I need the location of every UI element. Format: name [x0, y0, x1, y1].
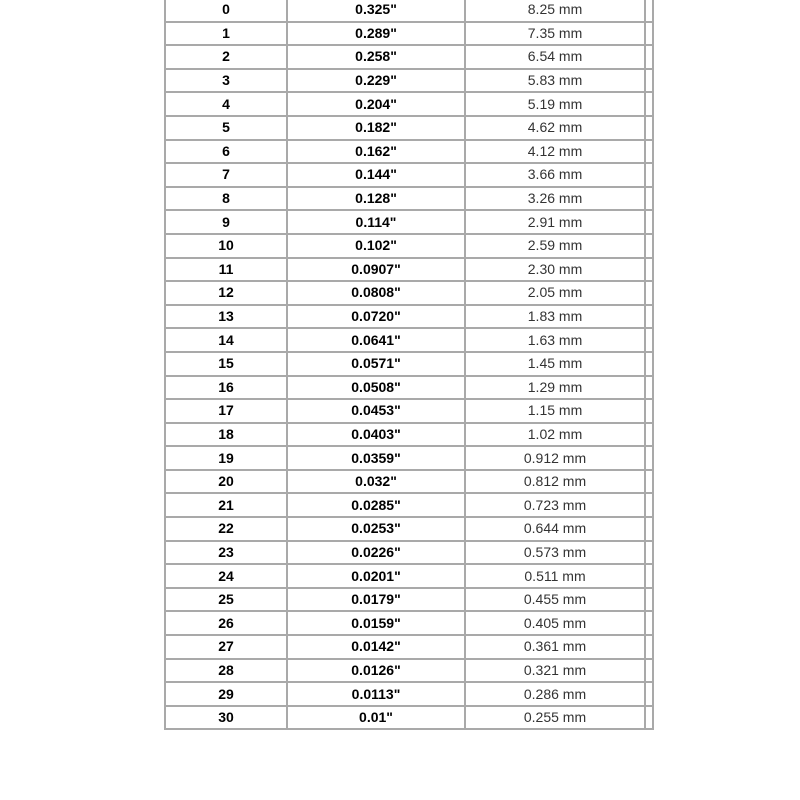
empty-cell	[645, 69, 653, 93]
table-row	[165, 564, 653, 588]
table-row	[165, 45, 653, 69]
empty-cell	[645, 376, 653, 400]
gauge-cell: 7	[165, 163, 287, 187]
gauge-cell: 19	[165, 446, 287, 470]
empty-cell	[645, 187, 653, 211]
millimeters-cell: 0.361 mm	[465, 635, 645, 659]
inches-cell: 0.0285"	[287, 493, 465, 517]
millimeters-cell: 0.573 mm	[465, 541, 645, 565]
inches-cell: 0.0907"	[287, 258, 465, 282]
gauge-cell: 25	[165, 588, 287, 612]
inches-cell: 0.289"	[287, 22, 465, 46]
gauge-cell: 28	[165, 659, 287, 683]
gauge-cell: 3	[165, 69, 287, 93]
inches-cell: 0.144"	[287, 163, 465, 187]
inches-cell: 0.0159"	[287, 611, 465, 635]
table-row	[165, 92, 653, 116]
table-row	[165, 376, 653, 400]
empty-cell	[645, 163, 653, 187]
empty-cell	[645, 682, 653, 706]
inches-cell: 0.128"	[287, 187, 465, 211]
gauge-cell: 27	[165, 635, 287, 659]
millimeters-cell: 0.511 mm	[465, 564, 645, 588]
millimeters-cell: 3.26 mm	[465, 187, 645, 211]
inches-cell: 0.032"	[287, 470, 465, 494]
table-row	[165, 22, 653, 46]
gauge-cell: 21	[165, 493, 287, 517]
gauge-cell: 17	[165, 399, 287, 423]
empty-cell	[645, 588, 653, 612]
table-row	[165, 659, 653, 683]
millimeters-cell: 0.912 mm	[465, 446, 645, 470]
empty-cell	[645, 328, 653, 352]
table-row	[165, 69, 653, 93]
millimeters-cell: 1.63 mm	[465, 328, 645, 352]
millimeters-cell: 1.02 mm	[465, 423, 645, 447]
gauge-cell: 14	[165, 328, 287, 352]
gauge-cell: 1	[165, 22, 287, 46]
inches-cell: 0.0113"	[287, 682, 465, 706]
empty-cell	[645, 446, 653, 470]
inches-cell: 0.0808"	[287, 281, 465, 305]
empty-cell	[645, 611, 653, 635]
table-row	[165, 682, 653, 706]
empty-cell	[645, 140, 653, 164]
table-row	[165, 258, 653, 282]
inches-cell: 0.162"	[287, 140, 465, 164]
table-row	[165, 611, 653, 635]
empty-cell	[645, 305, 653, 329]
inches-cell: 0.0571"	[287, 352, 465, 376]
empty-cell	[645, 493, 653, 517]
table-row	[165, 305, 653, 329]
gauge-cell: 23	[165, 541, 287, 565]
inches-cell: 0.0253"	[287, 517, 465, 541]
gauge-cell: 5	[165, 116, 287, 140]
inches-cell: 0.0641"	[287, 328, 465, 352]
millimeters-cell: 0.286 mm	[465, 682, 645, 706]
empty-cell	[645, 659, 653, 683]
inches-cell: 0.114"	[287, 210, 465, 234]
millimeters-cell: 8.25 mm	[465, 0, 645, 22]
table-row	[165, 446, 653, 470]
millimeters-cell: 6.54 mm	[465, 45, 645, 69]
empty-cell	[645, 470, 653, 494]
table-row	[165, 328, 653, 352]
table-row	[165, 0, 653, 22]
table-row	[165, 423, 653, 447]
gauge-cell: 13	[165, 305, 287, 329]
gauge-cell: 20	[165, 470, 287, 494]
empty-cell	[645, 45, 653, 69]
table-row	[165, 588, 653, 612]
millimeters-cell: 7.35 mm	[465, 22, 645, 46]
millimeters-cell: 2.05 mm	[465, 281, 645, 305]
millimeters-cell: 2.30 mm	[465, 258, 645, 282]
inches-cell: 0.325"	[287, 0, 465, 22]
empty-cell	[645, 281, 653, 305]
table-row	[165, 493, 653, 517]
wire-gauge-table-container	[164, 0, 652, 730]
millimeters-cell: 2.59 mm	[465, 234, 645, 258]
table-row	[165, 163, 653, 187]
empty-cell	[645, 234, 653, 258]
empty-cell	[645, 564, 653, 588]
millimeters-cell: 0.812 mm	[465, 470, 645, 494]
table-row	[165, 706, 653, 730]
empty-cell	[645, 0, 653, 22]
table-row	[165, 635, 653, 659]
gauge-cell: 4	[165, 92, 287, 116]
gauge-cell: 8	[165, 187, 287, 211]
gauge-cell: 11	[165, 258, 287, 282]
table-row	[165, 234, 653, 258]
millimeters-cell: 1.29 mm	[465, 376, 645, 400]
empty-cell	[645, 352, 653, 376]
wire-gauge-table	[164, 0, 654, 730]
millimeters-cell: 1.15 mm	[465, 399, 645, 423]
empty-cell	[645, 423, 653, 447]
millimeters-cell: 0.405 mm	[465, 611, 645, 635]
table-row	[165, 399, 653, 423]
gauge-cell: 2	[165, 45, 287, 69]
inches-cell: 0.258"	[287, 45, 465, 69]
gauge-cell: 10	[165, 234, 287, 258]
gauge-cell: 12	[165, 281, 287, 305]
empty-cell	[645, 635, 653, 659]
millimeters-cell: 0.255 mm	[465, 706, 645, 730]
table-body	[165, 0, 653, 729]
empty-cell	[645, 92, 653, 116]
gauge-cell: 6	[165, 140, 287, 164]
inches-cell: 0.01"	[287, 706, 465, 730]
gauge-cell: 29	[165, 682, 287, 706]
inches-cell: 0.0403"	[287, 423, 465, 447]
gauge-cell: 18	[165, 423, 287, 447]
table-row	[165, 517, 653, 541]
table-row	[165, 187, 653, 211]
inches-cell: 0.0201"	[287, 564, 465, 588]
millimeters-cell: 2.91 mm	[465, 210, 645, 234]
gauge-cell: 24	[165, 564, 287, 588]
empty-cell	[645, 210, 653, 234]
gauge-cell: 22	[165, 517, 287, 541]
inches-cell: 0.102"	[287, 234, 465, 258]
millimeters-cell: 1.83 mm	[465, 305, 645, 329]
millimeters-cell: 4.12 mm	[465, 140, 645, 164]
table-row	[165, 116, 653, 140]
table-row	[165, 470, 653, 494]
gauge-cell: 9	[165, 210, 287, 234]
inches-cell: 0.182"	[287, 116, 465, 140]
inches-cell: 0.0142"	[287, 635, 465, 659]
table-row	[165, 281, 653, 305]
millimeters-cell: 5.19 mm	[465, 92, 645, 116]
millimeters-cell: 0.723 mm	[465, 493, 645, 517]
table-row	[165, 210, 653, 234]
gauge-cell: 15	[165, 352, 287, 376]
empty-cell	[645, 399, 653, 423]
millimeters-cell: 3.66 mm	[465, 163, 645, 187]
inches-cell: 0.0359"	[287, 446, 465, 470]
millimeters-cell: 5.83 mm	[465, 69, 645, 93]
empty-cell	[645, 541, 653, 565]
inches-cell: 0.0453"	[287, 399, 465, 423]
empty-cell	[645, 258, 653, 282]
millimeters-cell: 0.455 mm	[465, 588, 645, 612]
gauge-cell: 0	[165, 0, 287, 22]
inches-cell: 0.204"	[287, 92, 465, 116]
gauge-cell: 16	[165, 376, 287, 400]
millimeters-cell: 0.321 mm	[465, 659, 645, 683]
empty-cell	[645, 116, 653, 140]
inches-cell: 0.0226"	[287, 541, 465, 565]
inches-cell: 0.229"	[287, 69, 465, 93]
table-row	[165, 352, 653, 376]
millimeters-cell: 4.62 mm	[465, 116, 645, 140]
empty-cell	[645, 706, 653, 730]
inches-cell: 0.0508"	[287, 376, 465, 400]
gauge-cell: 26	[165, 611, 287, 635]
millimeters-cell: 1.45 mm	[465, 352, 645, 376]
gauge-cell: 30	[165, 706, 287, 730]
table-row	[165, 140, 653, 164]
inches-cell: 0.0126"	[287, 659, 465, 683]
inches-cell: 0.0179"	[287, 588, 465, 612]
inches-cell: 0.0720"	[287, 305, 465, 329]
empty-cell	[645, 517, 653, 541]
table-row	[165, 541, 653, 565]
millimeters-cell: 0.644 mm	[465, 517, 645, 541]
empty-cell	[645, 22, 653, 46]
